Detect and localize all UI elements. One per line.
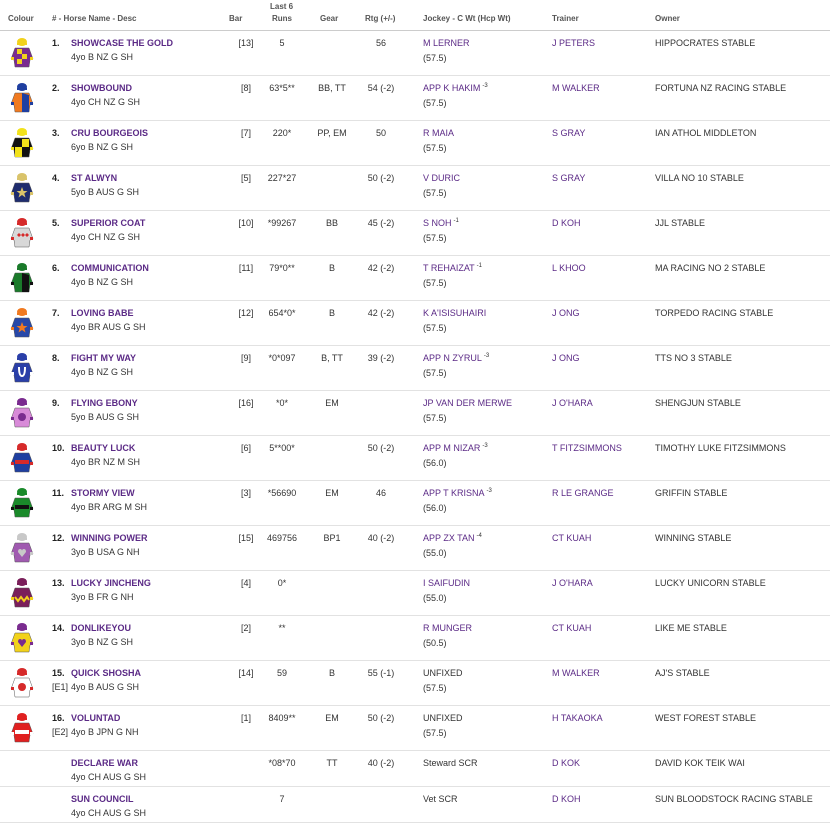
jockey-name: K A'ISISUHAIRI xyxy=(423,308,487,318)
owner-name: MA RACING NO 2 STABLE xyxy=(655,263,766,273)
rating: 50 xyxy=(375,128,386,138)
runner-number: 1. xyxy=(52,38,60,48)
last-6-runs: 79*0** xyxy=(269,263,295,273)
barrier: [2] xyxy=(240,623,251,633)
apprentice-claim: -1 xyxy=(476,263,483,269)
jockey-name: Vet SCR xyxy=(423,794,458,804)
jockey-silks-icon xyxy=(9,172,35,204)
apprentice-claim: -3 xyxy=(486,488,492,494)
horse-name-link[interactable]: SHOWCASE THE GOLD xyxy=(71,38,174,48)
trainer-link[interactable]: J ONG xyxy=(552,308,580,318)
rating: 39 (-2) xyxy=(367,353,395,363)
runner-number: 3. xyxy=(52,128,60,138)
horse-name-link[interactable]: WINNING POWER xyxy=(71,533,148,543)
horse-name-link[interactable]: VOLUNTAD xyxy=(71,713,121,723)
table-row xyxy=(0,787,830,823)
trainer-link[interactable]: S GRAY xyxy=(552,128,586,138)
jockey-name: I SAIFUDIN xyxy=(423,578,471,588)
trainer-link[interactable]: L KHOO xyxy=(552,263,586,273)
jockey-name: S NOH xyxy=(423,218,452,228)
carried-weight: (57.5) xyxy=(423,53,447,63)
col-runs-top: Last 6 xyxy=(270,2,294,11)
jockey-name: V DURIC xyxy=(423,173,461,183)
table-row xyxy=(0,526,830,571)
emergency-tag: [E2] xyxy=(52,727,69,737)
gear: B, TT xyxy=(321,353,343,363)
rating: 40 (-2) xyxy=(367,758,395,768)
runner-number: 11. xyxy=(52,488,65,498)
gear: EM xyxy=(325,713,339,723)
jockey-link[interactable] xyxy=(423,128,454,138)
trainer-link[interactable]: J ONG xyxy=(552,353,580,363)
apprentice-claim: -4 xyxy=(476,533,482,539)
table-row xyxy=(0,121,830,166)
owner-name: SUN BLOODSTOCK RACING STABLE xyxy=(655,794,813,804)
jockey-name: R MAIA xyxy=(423,128,455,138)
runner-number: 13. xyxy=(52,578,65,588)
table-header xyxy=(0,0,830,31)
horse-desc: 4yo B NZ G SH xyxy=(71,367,134,377)
horse-desc: 4yo B JPN G NH xyxy=(71,727,139,737)
rating: 50 (-2) xyxy=(367,173,395,183)
rating: 42 (-2) xyxy=(367,263,395,273)
col-rtg: Rtg (+/-) xyxy=(365,14,396,23)
table-row xyxy=(0,616,830,661)
jockey-name: APP T KRISNA xyxy=(423,488,485,498)
gear: BB xyxy=(325,218,338,228)
jockey-name: UNFIXED xyxy=(423,668,463,678)
horse-name-link[interactable]: QUICK SHOSHA xyxy=(71,668,142,678)
carried-weight: (57.5) xyxy=(423,368,447,378)
jockey-name: M LERNER xyxy=(423,38,470,48)
barrier: [7] xyxy=(240,128,251,138)
jockey-silks-icon xyxy=(9,217,35,249)
horse-name-link[interactable]: FIGHT MY WAY xyxy=(71,353,137,363)
col-gear: Gear xyxy=(320,14,339,23)
jockey-silks-icon xyxy=(9,712,35,744)
jockey-link[interactable] xyxy=(423,533,482,543)
horse-name-link[interactable]: LUCKY JINCHENG xyxy=(71,578,151,588)
horse-desc: 5yo B AUS G SH xyxy=(71,412,140,422)
carried-weight: (57.5) xyxy=(423,98,447,108)
last-6-runs: 0* xyxy=(277,578,287,588)
barrier: [13] xyxy=(238,38,254,48)
horse-name-link[interactable]: STORMY VIEW xyxy=(71,488,135,498)
table-row xyxy=(0,751,830,787)
trainer-link[interactable]: M WALKER xyxy=(552,83,600,93)
owner-name: HIPPOCRATES STABLE xyxy=(655,38,756,48)
carried-weight: (57.5) xyxy=(423,728,447,738)
table-row xyxy=(0,481,830,526)
table-row xyxy=(0,76,830,121)
barrier: [12] xyxy=(238,308,254,318)
jockey-link[interactable] xyxy=(423,443,488,453)
last-6-runs: 227*27 xyxy=(267,173,297,183)
jockey-name: Steward SCR xyxy=(423,758,478,768)
apprentice-claim: -3 xyxy=(482,83,488,89)
last-6-runs: ** xyxy=(278,623,286,633)
last-6-runs: 220* xyxy=(272,128,292,138)
jockey-silks-icon xyxy=(9,532,35,564)
rating: 45 (-2) xyxy=(367,218,395,228)
jockey-link[interactable] xyxy=(423,308,486,318)
horse-name-link[interactable]: DECLARE WAR xyxy=(71,758,138,768)
horse-desc: 4yo BR AUS G SH xyxy=(71,322,146,332)
runner-number: 16. xyxy=(52,713,65,723)
carried-weight: (57.5) xyxy=(423,323,447,333)
table-row xyxy=(0,31,830,76)
horse-name-link[interactable]: SUN COUNCIL xyxy=(71,794,134,804)
last-6-runs: 7 xyxy=(279,794,285,804)
trainer-link[interactable]: CT KUAH xyxy=(552,623,592,633)
runner-number: 6. xyxy=(52,263,60,273)
horse-desc: 4yo B NZ G SH xyxy=(71,277,134,287)
carried-weight: (57.5) xyxy=(423,683,447,693)
owner-name: DAVID KOK TEIK WAI xyxy=(655,758,745,768)
emergency-tag: [E1] xyxy=(52,682,69,692)
barrier: [10] xyxy=(238,218,254,228)
owner-name: WINNING STABLE xyxy=(655,533,732,543)
table-row xyxy=(0,706,830,751)
jockey-link[interactable] xyxy=(423,353,489,363)
horse-desc: 6yo B NZ G SH xyxy=(71,142,134,152)
table-body xyxy=(0,31,830,823)
barrier: [15] xyxy=(238,533,254,543)
jockey-silks-icon xyxy=(9,127,35,159)
jockey-link[interactable] xyxy=(423,173,460,183)
table-row xyxy=(0,211,830,256)
barrier: [11] xyxy=(238,263,254,273)
horse-desc: 4yo CH AUS G SH xyxy=(71,808,147,818)
jockey-link[interactable] xyxy=(423,578,470,588)
horse-name-link[interactable]: CRU BOURGEOIS xyxy=(71,128,149,138)
last-6-runs: 59 xyxy=(276,668,287,678)
trainer-link[interactable]: J O'HARA xyxy=(552,398,593,408)
col-runs: Runs xyxy=(272,14,292,23)
col-owner: Owner xyxy=(655,14,680,23)
owner-name: TTS NO 3 STABLE xyxy=(655,353,732,363)
gear: BP1 xyxy=(323,533,341,543)
jockey-silks-icon xyxy=(9,262,35,294)
runner-number: 2. xyxy=(52,83,60,93)
horse-desc: 4yo CH NZ G SH xyxy=(71,232,141,242)
owner-name: JJL STABLE xyxy=(655,218,706,228)
carried-weight: (57.5) xyxy=(423,413,447,423)
horse-desc: 3yo B FR G NH xyxy=(71,592,134,602)
carried-weight: (57.5) xyxy=(423,143,447,153)
trainer-link[interactable]: D KOH xyxy=(552,218,581,228)
rating: 40 (-2) xyxy=(367,533,395,543)
barrier: [4] xyxy=(240,578,251,588)
jockey-silks-icon xyxy=(9,667,35,699)
rating: 46 xyxy=(375,488,386,498)
horse-desc: 4yo BR NZ M SH xyxy=(71,457,141,467)
carried-weight: (56.0) xyxy=(423,503,447,513)
horse-desc: 4yo BR ARG M SH xyxy=(71,502,148,512)
col-trainer: Trainer xyxy=(552,14,579,23)
rating: 42 (-2) xyxy=(367,308,395,318)
barrier: [8] xyxy=(240,83,251,93)
trainer-link[interactable]: R LE GRANGE xyxy=(552,488,614,498)
owner-name: WEST FOREST STABLE xyxy=(655,713,757,723)
trainer-link[interactable]: CT KUAH xyxy=(552,533,592,543)
jockey-link xyxy=(423,713,463,723)
col-jockey: Jockey - C Wt (Hcp Wt) xyxy=(423,14,511,23)
horse-name-link[interactable]: DONLIKEYOU xyxy=(71,623,132,633)
carried-weight: (56.0) xyxy=(423,458,447,468)
horse-desc: 4yo CH NZ G SH xyxy=(71,97,141,107)
trainer-link[interactable]: D KOK xyxy=(552,758,581,768)
jockey-link[interactable] xyxy=(423,218,459,228)
jockey-name: APP K HAKIM xyxy=(423,83,481,93)
carried-weight: (55.0) xyxy=(423,593,447,603)
horse-name-link[interactable]: BEAUTY LUCK xyxy=(71,443,136,453)
table-row xyxy=(0,436,830,481)
col-bar: Bar xyxy=(229,14,243,23)
gear: B xyxy=(328,263,335,273)
horse-desc: 4yo B NZ G SH xyxy=(71,52,134,62)
horse-name-link[interactable]: ST ALWYN xyxy=(71,173,118,183)
gear: BB, TT xyxy=(318,83,346,93)
last-6-runs: *56690 xyxy=(267,488,297,498)
gear: EM xyxy=(325,398,339,408)
runner-number: 4. xyxy=(52,173,60,183)
jockey-silks-icon xyxy=(9,487,35,519)
barrier: [6] xyxy=(240,443,251,453)
gear: B xyxy=(328,668,335,678)
last-6-runs: 654*0* xyxy=(268,308,296,318)
carried-weight: (57.5) xyxy=(423,188,447,198)
jockey-link[interactable] xyxy=(423,398,512,408)
carried-weight: (50.5) xyxy=(423,638,447,648)
owner-name: LIKE ME STABLE xyxy=(655,623,727,633)
barrier: [9] xyxy=(240,353,251,363)
owner-name: VILLA NO 10 STABLE xyxy=(655,173,744,183)
jockey-link[interactable] xyxy=(423,38,470,48)
jockey-link xyxy=(423,794,458,804)
owner-name: SHENGJUN STABLE xyxy=(655,398,741,408)
table-row xyxy=(0,256,830,301)
table-row xyxy=(0,391,830,436)
jockey-name: R MUNGER xyxy=(423,623,472,633)
trainer-link[interactable]: J O'HARA xyxy=(552,578,593,588)
jockey-silks-icon xyxy=(9,37,35,69)
runner-number: 5. xyxy=(52,218,60,228)
gear: TT xyxy=(326,758,338,768)
jockey-silks-icon xyxy=(9,442,35,474)
jockey-name: APP N ZYRUL xyxy=(423,353,482,363)
gear: B xyxy=(328,308,335,318)
horse-desc: 3yo B NZ G SH xyxy=(71,637,134,647)
last-6-runs: 8409** xyxy=(268,713,296,723)
last-6-runs: *08*70 xyxy=(268,758,296,768)
jockey-link[interactable] xyxy=(423,623,472,633)
trainer-link[interactable]: D KOH xyxy=(552,794,581,804)
rating: 50 (-2) xyxy=(367,443,395,453)
trainer-link[interactable]: H TAKAOKA xyxy=(552,713,603,723)
gear: EM xyxy=(325,488,339,498)
last-6-runs: *0* xyxy=(275,398,288,408)
barrier: [14] xyxy=(238,668,254,678)
runner-number: 8. xyxy=(52,353,60,363)
jockey-name: JP VAN DER MERWE xyxy=(423,398,513,408)
trainer-link[interactable]: M WALKER xyxy=(552,668,600,678)
runner-number: 14. xyxy=(52,623,65,633)
horse-name-link[interactable]: SHOWBOUND xyxy=(71,83,132,93)
barrier: [3] xyxy=(240,488,251,498)
col-horse: # - Horse Name - Desc xyxy=(52,14,137,23)
horse-desc: 5yo B AUS G SH xyxy=(71,187,140,197)
jockey-silks-icon xyxy=(9,622,35,654)
rating: 50 (-2) xyxy=(367,713,395,723)
apprentice-claim: -1 xyxy=(453,218,459,224)
col-colour: Colour xyxy=(8,14,34,23)
last-6-runs: 5 xyxy=(279,38,285,48)
jockey-name: APP ZX TAN xyxy=(423,533,475,543)
horse-name-link[interactable]: SUPERIOR COAT xyxy=(71,218,146,228)
jockey-link[interactable] xyxy=(423,488,492,498)
runner-number: 12. xyxy=(52,533,65,543)
owner-name: TORPEDO RACING STABLE xyxy=(655,308,774,318)
jockey-name: T REHAIZAT xyxy=(423,263,475,273)
barrier: [1] xyxy=(240,713,251,723)
trainer-link[interactable]: S GRAY xyxy=(552,173,586,183)
last-6-runs: 63*5** xyxy=(269,83,295,93)
trainer-link[interactable]: J PETERS xyxy=(552,38,596,48)
jockey-name: APP M NIZAR xyxy=(423,443,481,453)
last-6-runs: 469756 xyxy=(266,533,298,543)
rating: 55 (-1) xyxy=(367,668,395,678)
owner-name: FORTUNA NZ RACING STABLE xyxy=(655,83,787,93)
runner-number: 7. xyxy=(52,308,60,318)
jockey-silks-icon xyxy=(9,307,35,339)
carried-weight: (55.0) xyxy=(423,548,447,558)
horse-name-link[interactable]: LOVING BABE xyxy=(71,308,134,318)
apprentice-claim: -3 xyxy=(482,443,488,449)
rating: 56 xyxy=(375,38,386,48)
runner-number: 10. xyxy=(52,443,65,453)
owner-name: TIMOTHY LUKE FITZSIMMONS xyxy=(655,443,786,453)
table-row xyxy=(0,571,830,616)
last-6-runs: *99267 xyxy=(267,218,297,228)
carried-weight: (57.5) xyxy=(423,278,447,288)
table-row xyxy=(0,166,830,211)
jockey-silks-icon xyxy=(9,352,35,384)
trainer-link[interactable]: T FITZSIMMONS xyxy=(552,443,622,453)
rating: 54 (-2) xyxy=(367,83,395,93)
jockey-silks-icon xyxy=(9,397,35,429)
horse-name-link[interactable]: FLYING EBONY xyxy=(71,398,138,408)
jockey-name: UNFIXED xyxy=(423,713,463,723)
apprentice-claim: -3 xyxy=(483,353,490,359)
owner-name: GRIFFIN STABLE xyxy=(655,488,728,498)
gear: PP, EM xyxy=(317,128,347,138)
jockey-link[interactable] xyxy=(423,83,488,93)
runner-number: 15. xyxy=(52,668,65,678)
jockey-link[interactable] xyxy=(423,263,482,273)
owner-name: IAN ATHOL MIDDLETON xyxy=(655,128,757,138)
horse-desc: 4yo CH AUS G SH xyxy=(71,772,147,782)
horse-desc: 4yo B AUS G SH xyxy=(71,682,140,692)
jockey-link xyxy=(423,758,478,768)
table-row xyxy=(0,346,830,391)
horse-name-link[interactable]: COMMUNICATION xyxy=(71,263,149,273)
last-6-runs: *0*097 xyxy=(268,353,296,363)
jockey-link xyxy=(423,668,463,678)
horse-desc: 3yo B USA G NH xyxy=(71,547,140,557)
barrier: [16] xyxy=(238,398,254,408)
runner-number: 9. xyxy=(52,398,60,408)
jockey-silks-icon xyxy=(9,577,35,609)
owner-name: AJ'S STABLE xyxy=(655,668,710,678)
table-row xyxy=(0,661,830,706)
last-6-runs: 5**00* xyxy=(269,443,295,453)
jockey-silks-icon xyxy=(9,82,35,114)
table-row xyxy=(0,301,830,346)
owner-name: LUCKY UNICORN STABLE xyxy=(655,578,766,588)
carried-weight: (57.5) xyxy=(423,233,447,243)
barrier: [5] xyxy=(240,173,251,183)
